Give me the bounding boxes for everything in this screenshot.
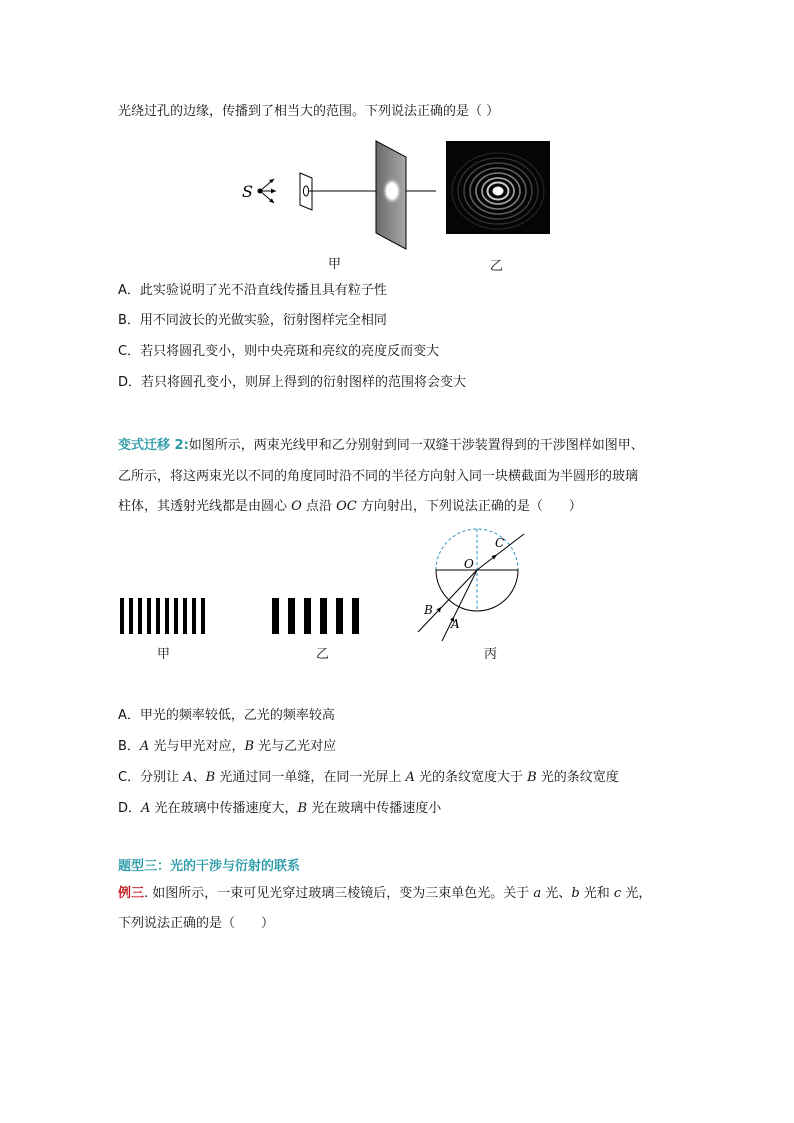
q2c-var-b2: B bbox=[527, 770, 537, 785]
q2c-post: 光的条纹宽度 bbox=[536, 770, 619, 785]
example-3-line-1 bbox=[118, 885, 651, 903]
q2-ray-oc: OC bbox=[336, 499, 357, 514]
example-3-label: 例三 bbox=[118, 886, 145, 901]
figure-yi-diffraction bbox=[446, 141, 550, 234]
q2c-var-a: A bbox=[183, 770, 193, 785]
ray-a-label: A bbox=[451, 617, 460, 631]
fig2-caption-jia: 甲 bbox=[157, 647, 171, 662]
ex3-text-1a: . 如图所示，一束可见光穿过玻璃三棱镜后，变为三束单色光。关于 bbox=[144, 886, 534, 901]
fig2-caption-bing: 丙 bbox=[484, 647, 498, 662]
q2c-mid2: 光通过同一单缝，在同一光屏上 bbox=[215, 770, 406, 785]
q1-option-b: B．用不同波长的光做实验，衍射图样完全相同 bbox=[118, 313, 387, 328]
q2-text-3a: 柱体，其透射光线都是由圆心 bbox=[118, 499, 292, 514]
ex3-var-b: b bbox=[571, 886, 580, 901]
q2-option-d bbox=[118, 800, 441, 818]
q2b-var-b: B bbox=[244, 739, 255, 754]
q2-text-3c: 方向射出，下列说法正确的是（ ） bbox=[356, 499, 582, 514]
ex3-text-1d: 光， bbox=[621, 886, 652, 901]
q1-option-a: A．此实验说明了光不沿直线传播且具有粒子性 bbox=[118, 283, 387, 298]
intro-text: 光绕过孔的边缘，传播到了相当大的范围。下列说法正确的是（ ） bbox=[118, 104, 500, 119]
q1-option-d: D．若只将圆孔变小，则屏上得到的衍射图样的范围将会变大 bbox=[118, 375, 467, 390]
q2d-var-b: B bbox=[297, 801, 308, 816]
fig2-caption-yi: 乙 bbox=[316, 647, 330, 662]
ex3-var-a: a bbox=[533, 886, 542, 901]
ex3-var-c: c bbox=[613, 886, 622, 901]
q2-option-b bbox=[118, 738, 336, 756]
q2-option-a: A．甲光的频率较低，乙光的频率较高 bbox=[118, 708, 335, 723]
q2-line-1 bbox=[118, 437, 644, 455]
fig1-caption-yi: 乙 bbox=[490, 259, 504, 274]
q2d-prefix: D． bbox=[118, 801, 142, 816]
q2-point-o: O bbox=[291, 499, 302, 514]
q2b-mid: 光与甲光对应， bbox=[149, 739, 245, 754]
ex3-text-1c: 光和 bbox=[579, 886, 614, 901]
q2c-mid3: 光的条纹宽度大于 bbox=[414, 770, 528, 785]
q2c-var-a2: A bbox=[405, 770, 415, 785]
q2-tag: 变式迁移 2: bbox=[118, 438, 189, 453]
q2c-var-b: B bbox=[205, 770, 216, 785]
q2c-prefix: C．分别让 bbox=[118, 770, 184, 785]
q2d-var-a: A bbox=[141, 801, 151, 816]
fringe-pattern-yi bbox=[272, 598, 370, 634]
source-label: S bbox=[242, 182, 253, 201]
q2c-mid1: 、 bbox=[192, 770, 206, 785]
ray-b-label: B bbox=[424, 603, 433, 617]
q2d-mid: 光在玻璃中传播速度大， bbox=[150, 801, 298, 816]
q2b-var-a: A bbox=[139, 739, 150, 754]
figure-jia-setup bbox=[236, 135, 436, 250]
q2-text-3b: 点沿 bbox=[301, 499, 337, 514]
q2-line-2: 乙所示，将这两束光以不同的角度同时沿不同的半径方向射入同一块横截面为半圆形的玻璃 bbox=[118, 469, 639, 484]
example-3-line-2: 下列说法正确的是（ ） bbox=[118, 916, 275, 931]
q1-option-c: C．若只将圆孔变小，则中央亮斑和亮纹的亮度反而变大 bbox=[118, 344, 440, 359]
fig1-caption-jia: 甲 bbox=[328, 257, 342, 272]
q2-line-3 bbox=[118, 498, 582, 516]
figure-bing-semicircle bbox=[414, 528, 534, 642]
section-3-title: 题型三：光的干涉与衍射的联系 bbox=[118, 859, 301, 874]
point-o-label: O bbox=[464, 557, 474, 571]
q2-text-1: 如图所示，两束光线甲和乙分别射到同一双缝干涉装置得到的干涉图样如图甲、 bbox=[188, 438, 644, 453]
point-c-label: C bbox=[495, 536, 505, 550]
ex3-text-1b: 光、 bbox=[541, 886, 572, 901]
q2b-post: 光与乙光对应 bbox=[254, 739, 337, 754]
q2b-prefix: B． bbox=[118, 739, 140, 754]
q2d-post: 光在玻璃中传播速度小 bbox=[307, 801, 442, 816]
fringe-pattern-jia bbox=[120, 598, 212, 634]
q2-option-c bbox=[118, 769, 619, 787]
